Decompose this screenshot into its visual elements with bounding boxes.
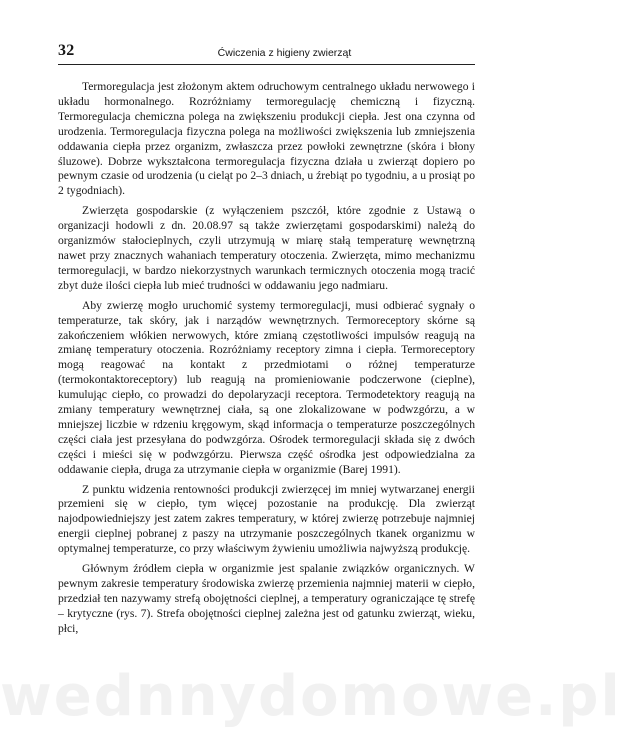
paragraph-thermoreceptors: Aby zwierzę mogło uruchomić systemy termoregulacji, musi odbierać sygnały o temperaturze, tak skóry, jak i narządów wewnętrznych. Termoreceptory skórne są zakończeniem włókien nerwowych, które zmianą częstotliwości impulsów reagują na zmianę temperatury otoczenia. Rozróżniamy receptory zimna i ciepła. Termoreceptory mogą reagować na kontakt z przedmiotami o różnej temperaturze (termokontaktoreceptory) lub reagują na promieniowanie podczerwone (cieplne), kumulując ciepło, co prowadzi do depolaryzacji receptora. Termodetektory reagują na zmiany temperatury wewnętrznej ciała, są one zlokalizowane w podwzgórzu, a w mniejszej liczbie w rdzeniu kręgowym, skąd informacja o temperaturze poszczególnych części ciała jest przesyłana do podwzgórza. Ośrodek termoregulacji składa się z dwóch części i mieści się w podwzgórzu. Pierwsza część ośrodka jest odpowiedzialna za oddawanie ciepła, druga za utrzymanie ciepła w organizmie (Barej 1991).	[58, 298, 475, 476]
page-number: 32	[58, 42, 75, 59]
body-text	[58, 80, 475, 642]
paragraph-profitability: Z punktu widzenia rentowności produkcji zwierzęcej im mniej wytwarzanej energii przemieni się w ciepło, tym więcej pozostanie na produkcję. Dla zwierząt najodpowiedniejszy jest zatem zakres temperatury, w której zwierzę potrzebuje najmniej energii cieplnej pobranej z paszy na utrzymanie poszczególnych tkanek organizmu w optymalnej temperaturze, co przy właściwym żywieniu umożliwia najwyższą produkcję.	[58, 482, 475, 556]
page-header	[58, 42, 475, 64]
paragraph-livestock: Zwierzęta gospodarskie (z wyłączeniem pszczół, które zgodnie z Ustawą o organizacji hodowli z dn. 20.08.97 są także zwierzętami gospodarskimi) należą do organizmów stałocieplnych, czyli utrzymują w miarę stałą temperaturę wewnętrzną nawet przy znacznych wahaniach temperatury otoczenia. Zwierzęta, mimo mechanizmu termoregulacji, w bardzo niekorzystnych warunkach termicznych otoczenia mogą tracić zbyt duże ilości ciepła lub mieć trudności w oddawaniu jego nadmiaru.	[58, 204, 475, 292]
watermark: wednnydomowe.pl	[0, 664, 622, 729]
paragraph-heat-source: Głównym źródłem ciepła w organizmie jest spalanie związków organicznych. W pewnym zakresie temperatury środowiska zwierzę przemienia najmniej materii w ciepło, przedział ten nazywamy strefą obojętności cieplnej, a temperatury ograniczające tę strefę – krytyczne (rys. 7). Strefa obojętności cieplnej zależna jest od gatunku zwierząt, wieku, płci,	[58, 562, 475, 635]
running-title: Ćwiczenia z higieny zwierząt	[217, 47, 352, 59]
header-rule	[58, 64, 475, 65]
paragraph-thermoregulation: Termoregulacja jest złożonym aktem odruchowym centralnego układu nerwowego i układu hormonalnego. Rozróżniamy termoregulację chemiczną i fizyczną. Termoregulacja chemiczna polega na zwiększeniu produkcji ciepła. Jest ona czynna od urodzenia. Termoregulacja fizyczna polega na możliwości zwiększenia lub zmniejszenia oddawania ciepła przez organizm, zwłaszcza przez powłoki zewnętrzne (skóra i błony śluzowe). Dobrze wykształcona termoregulacja fizyczna działa u zwierząt dopiero po pewnym czasie od urodzenia (u cieląt po 2–3 dniach, u źrebiąt po tygodniu, a u prosiąt po 2 tygodniach).	[58, 80, 475, 198]
